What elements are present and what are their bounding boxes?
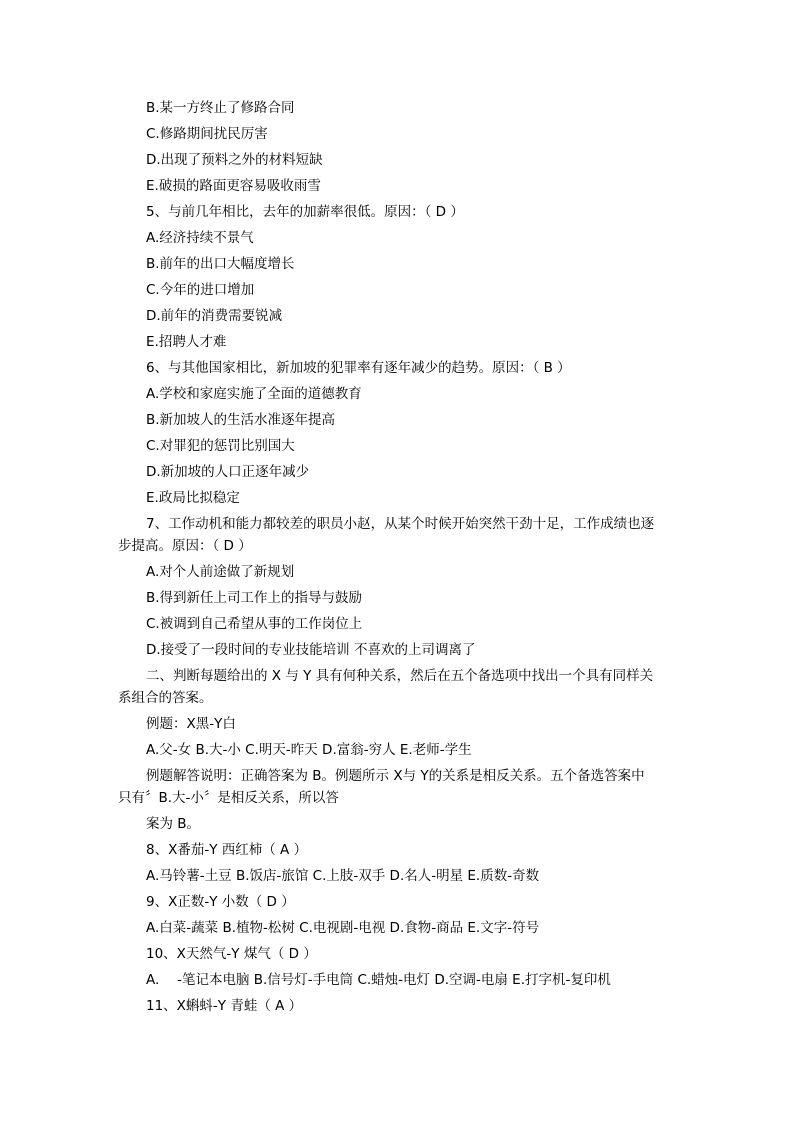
text-line-option-5d: D.前年的消费需要锐减 <box>146 308 283 324</box>
text-line-option-6c: C.对罪犯的惩罚比别国大 <box>146 438 295 454</box>
section-2-heading: 二、判断每题给出的 X 与 Y 具有何种关系，然后在五个备选项中找出一个具有同样关 <box>146 668 654 684</box>
question-9: 9、X正数-Y 小数（ D ） <box>146 894 295 910</box>
question-7: 7、工作动机和能力都较差的职员小赵，从某个时候开始突然干劲十足，工作成绩也逐 <box>146 516 655 532</box>
question-5: 5、与前几年相比，去年的加薪率很低。原因：（ D ） <box>146 204 464 220</box>
text-line-option-5a: A.经济持续不景气 <box>146 230 254 246</box>
text-line-option-7b: B.得到新任上司工作上的指导与鼓励 <box>146 590 363 606</box>
text-line-option-7c: C.被调到自己希望从事的工作岗位上 <box>146 616 363 632</box>
question-8: 8、X番茄-Y 西红柿（ A ） <box>146 842 308 858</box>
text-line-option-7d: D.接受了一段时间的专业技能培训 不喜欢的上司调离了 <box>146 642 476 658</box>
text-line-option-7a: A.对个人前途做了新规划 <box>146 564 295 580</box>
text-line-option-6b: B.新加坡人的生活水准逐年提高 <box>146 412 336 428</box>
text-line-option-4d: D.出现了预料之外的材料短缺 <box>146 152 323 168</box>
text-line-option-5b: B.前年的出口大幅度增长 <box>146 256 295 272</box>
question-10-options: A. -笔记本电脑 B.信号灯-手电筒 C.蜡烛-电灯 D.空调-电扇 E.打字机-复印机 <box>146 972 611 988</box>
question-10: 10、X天然气-Y 煤气（ D ） <box>146 946 317 962</box>
text-line-option-6a: A.学校和家庭实施了全面的道德教育 <box>146 386 362 402</box>
text-line-option-4c: C.修路期间扰民厉害 <box>146 126 268 142</box>
question-11: 11、X蝌蚪-Y 青蛙（ A ） <box>146 998 303 1014</box>
question-8-options: A.马铃薯-土豆 B.饭店-旅馆 C.上肢-双手 D.名人-明星 E.质数-奇数 <box>146 868 540 884</box>
text-line-option-5e: E.招聘人才难 <box>146 334 227 350</box>
text-line-option-6e: E.政局比拟稳定 <box>146 490 240 506</box>
question-6: 6、与其他国家相比，新加坡的犯罪率有逐年减少的趋势。原因：（ B ） <box>146 360 571 376</box>
section-2-heading-continued: 系组合的答案。 <box>118 690 213 706</box>
question-9-options: A.白菜-蔬菜 B.植物-松树 C.电视剧-电视 D.食物-商品 E.文字-符号 <box>146 920 540 936</box>
example-options: A.父-女 B.大-小 C.明天-昨天 D.富翁-穷人 E.老师-学生 <box>146 742 472 758</box>
text-line-option-6d: D.新加坡的人口正逐年减少 <box>146 464 310 480</box>
example-explanation-end: 案为 B。 <box>146 816 201 832</box>
text-line-option-5c: C.今年的进口增加 <box>146 282 255 298</box>
text-line-option-4e: E.破损的路面更容易吸收雨雪 <box>146 178 321 194</box>
example-question: 例题：X黑-Y白 <box>146 716 236 732</box>
example-explanation-continued: 只有〞B.大-小〞是相反关系，所以答 <box>118 790 339 806</box>
example-explanation: 例题解答说明：正确答案为 B。例题所示 X与 Y的关系是相反关系。五个备选答案中 <box>146 768 645 784</box>
text-line-option-4b: B.某一方终止了修路合同 <box>146 100 295 116</box>
question-7-continued: 步提高。原因：（ D ） <box>118 538 252 554</box>
